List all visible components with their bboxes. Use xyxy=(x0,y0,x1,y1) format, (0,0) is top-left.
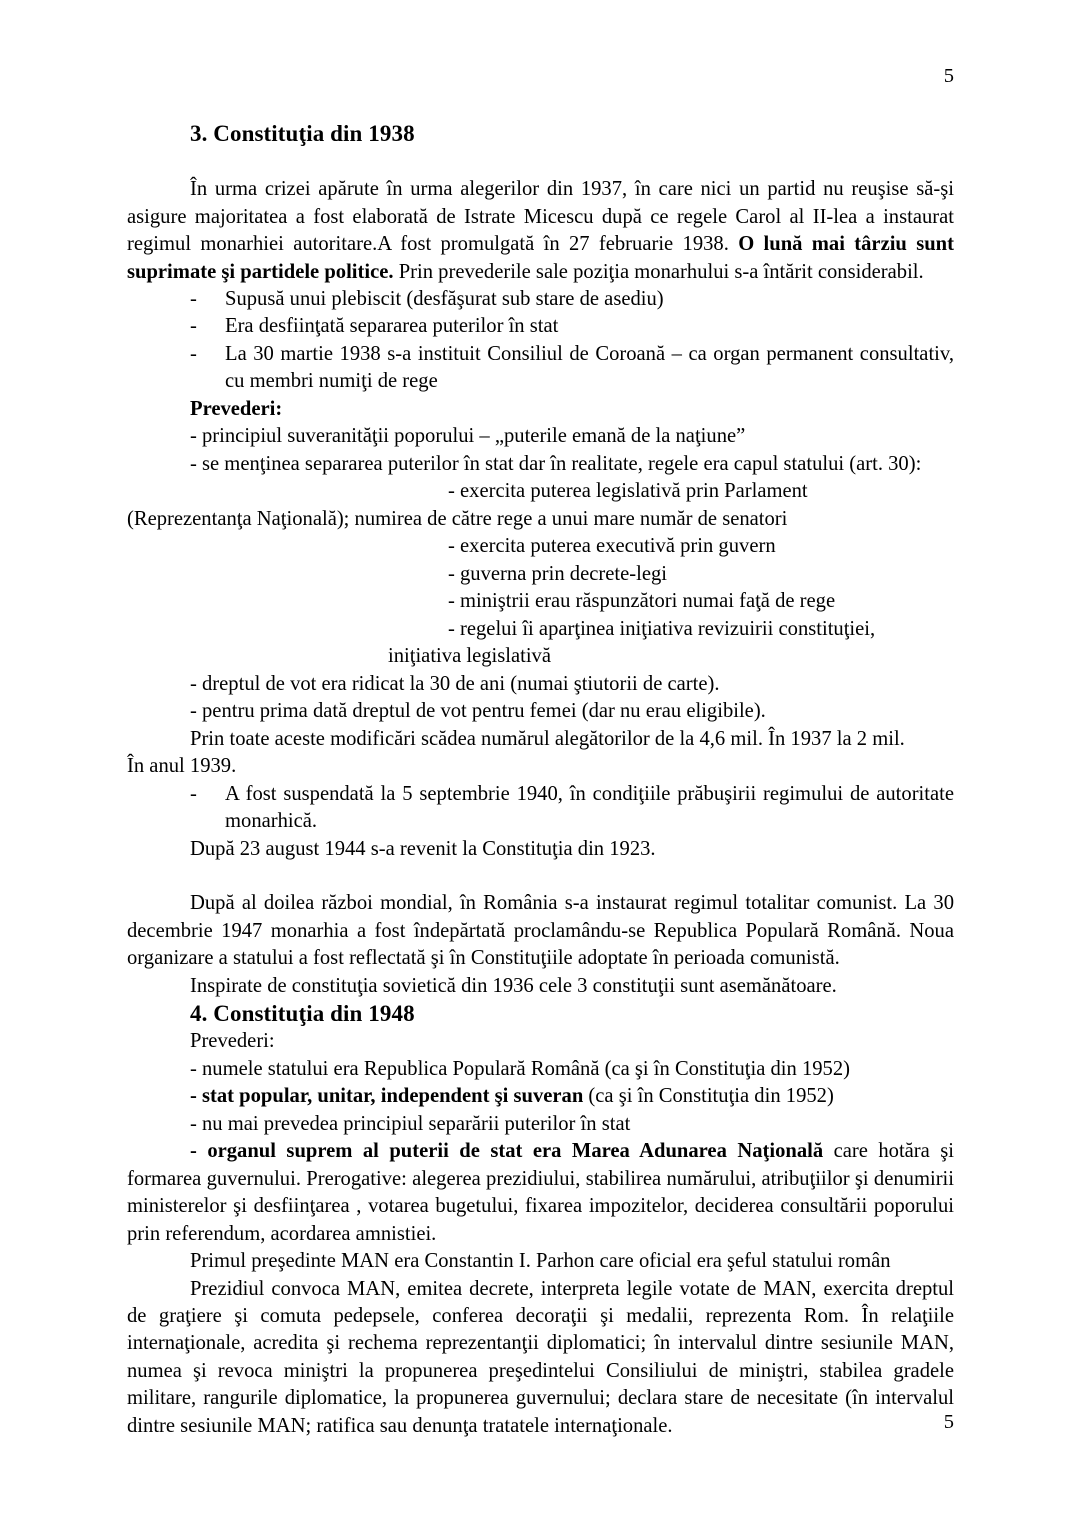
transition-paragraph-1: După al doilea război mondial, în România s-a instaurat regimul totalitar comunist. La 30 decembrie 1947 monarhia a fost îndepărtată proclamându-se Republica Populară Română. Noua organizare a statului a fost reflectată şi în Constituţiile adoptate în perioada comunistă. xyxy=(127,892,954,970)
provision-state-character xyxy=(127,1083,954,1110)
provision-king-initiative-cont: iniţiativa legislativă xyxy=(388,645,551,668)
intro-paragraph-1938 xyxy=(127,176,954,286)
provision-voting-age: - dreptul de vot era ridicat la 30 de ani (numai ştiutorii de carte). xyxy=(190,672,720,695)
dash-bullet-icon: - xyxy=(190,315,197,338)
list-item-label: A fost suspendată la 5 septembrie 1940, în condiţiile prăbuşirii regimului de autoritate monarhică. xyxy=(225,782,954,833)
dash-bullet-icon: - xyxy=(190,342,197,365)
provision-executive: - exercita puterea executivă prin guvern xyxy=(448,535,776,558)
provision-line-art30-text: - se menţinea separarea puterilor în stat dar în realitate, regele era capul statului (art. 30): xyxy=(190,452,922,475)
page-number-bottom: 5 xyxy=(943,1411,954,1433)
list-item-label: Supusă unui plebiscit (desfăşurat sub stare de asediu) xyxy=(225,287,664,310)
provision-first-president: Primul preşedinte MAN era Constantin I. Parhon care oficial era şeful statului român xyxy=(190,1250,891,1273)
provision-women-vote: - pentru prima dată dreptul de vot pentru femei (dar nu erau eligibile). xyxy=(190,700,766,723)
list-item-label: La 30 martie 1938 s-a instituit Consiliul de Coroană – ca organ permanent consultativ, cu membri numiţi de rege xyxy=(225,342,954,393)
prevederi-label-text: Prevederi: xyxy=(190,397,283,420)
intro-text-bold: O lună mai târziu sunt suprimate şi partidele politice. xyxy=(127,233,954,283)
intro-text-b: Prin prevederile sale poziţia monarhului s-a întărit considerabil. xyxy=(393,260,924,283)
list-item xyxy=(127,781,954,836)
bullet-list-suspension xyxy=(127,781,954,836)
list-item xyxy=(127,341,954,396)
provision-supreme-organ-bold: - organul suprem al puterii de stat era Marea Adunarea Naţională xyxy=(190,1140,824,1163)
provision-state-name: - numele statului era Republica Populară Română (ca şi în Constituţia din 1952) xyxy=(190,1057,850,1080)
section-heading-1938: 3. Constituţia din 1938 xyxy=(190,121,415,146)
dash-bullet-icon: - xyxy=(190,782,197,805)
provision-legislative-cont: (Reprezentanţa Naţională); numirea de către rege a unui mare număr de senatori xyxy=(127,507,788,530)
provision-prezidiul-powers: Prezidiul convoca MAN, emitea decrete, interpreta legile votate de MAN, exercita dreptul de graţiere şi comuta pedepsele, conferea decoraţii şi medalii, reprezenta Rom. În relaţiile internaţionale, acredita şi rechema reprezentanţii diplomatici; în intervalul dintre sesiunile MAN, numea şi revoca miniştri la propunerea preşedintelui Consiliului de miniştri, stabilea gradele militare, rangurile diplomatice, la propunerea guvernului; declara stare de necesitate (în intervalul dintre sesiunile MAN; ratifica sau denunţa tratatele internaţionale. xyxy=(127,1277,954,1437)
section-heading-1948: 4. Constituţia din 1948 xyxy=(190,1001,415,1027)
page-number-top: 5 xyxy=(943,65,954,87)
provision-ministers: - miniştrii erau răspunzători numai faţă de rege xyxy=(448,590,836,613)
provision-state-character-bold: - stat popular, unitar, independent şi suveran xyxy=(190,1085,584,1108)
provision-supreme-organ xyxy=(127,1138,954,1248)
transition-paragraph-2: Inspirate de constituţia sovietică din 1936 cele 3 constituţii sunt asemănătoare. xyxy=(190,974,837,997)
provision-no-separation: - nu mai prevedea principiul separării puterilor în stat xyxy=(190,1112,631,1135)
provision-supreme-organ-rest: care hotăra şi formarea guvernului. Prerogative: alegerea prezidiului, stabilirea numărului, atribuţiilor şi denumirii ministerelor şi desfiinţarea , votarea bugetului, fixarea impozitelor, deciderea consultării poporului prin referendum, acordarea amnistiei. xyxy=(127,1140,955,1245)
closing-line-1938: După 23 august 1944 s-a revenit la Constituţia din 1923. xyxy=(190,837,656,860)
provision-state-character-rest: (ca şi în Constituţia din 1952) xyxy=(583,1085,834,1108)
intro-text-a: În urma crizei apărute în urma alegerilor din 1937, în care nici un partid nu reuşise să-şi asigure majoritatea a fost elaborată de Istrate Micescu după ce regele Carol al II-lea a instaurat regimul monarhiei autoritare.A fost promulgată în 27 februarie 1938. xyxy=(127,178,954,256)
provision-decrees: - guverna prin decrete-legi xyxy=(448,562,667,585)
prevederi-label-1938 xyxy=(127,396,954,423)
provision-king-initiative: - regelui îi aparţinea iniţiativa revizuirii constituţiei, xyxy=(448,617,876,640)
list-item xyxy=(127,286,954,313)
spacer xyxy=(127,149,954,176)
provision-electorate-decline-cont: În anul 1939. xyxy=(127,755,237,778)
list-item-label: Era desfiinţată separarea puterilor în stat xyxy=(225,315,559,338)
list-item xyxy=(127,313,954,340)
spacer xyxy=(127,863,954,890)
provision-legislative: - exercita puterea legislativă prin Parlament xyxy=(448,480,808,503)
dash-bullet-icon: - xyxy=(190,287,197,310)
page-content xyxy=(127,118,954,1440)
bullet-list-1938 xyxy=(127,286,954,396)
prevederi-label-1948: Prevederi: xyxy=(190,1030,275,1053)
provision-electorate-decline: Prin toate aceste modificări scădea numărul alegătorilor de la 4,6 mil. În 1937 la 2 mil. xyxy=(190,727,905,750)
provision-line: - principiul suveranităţii poporului – „puterile emană de la naţiune” xyxy=(190,425,746,448)
provision-line-art30 xyxy=(127,451,954,478)
